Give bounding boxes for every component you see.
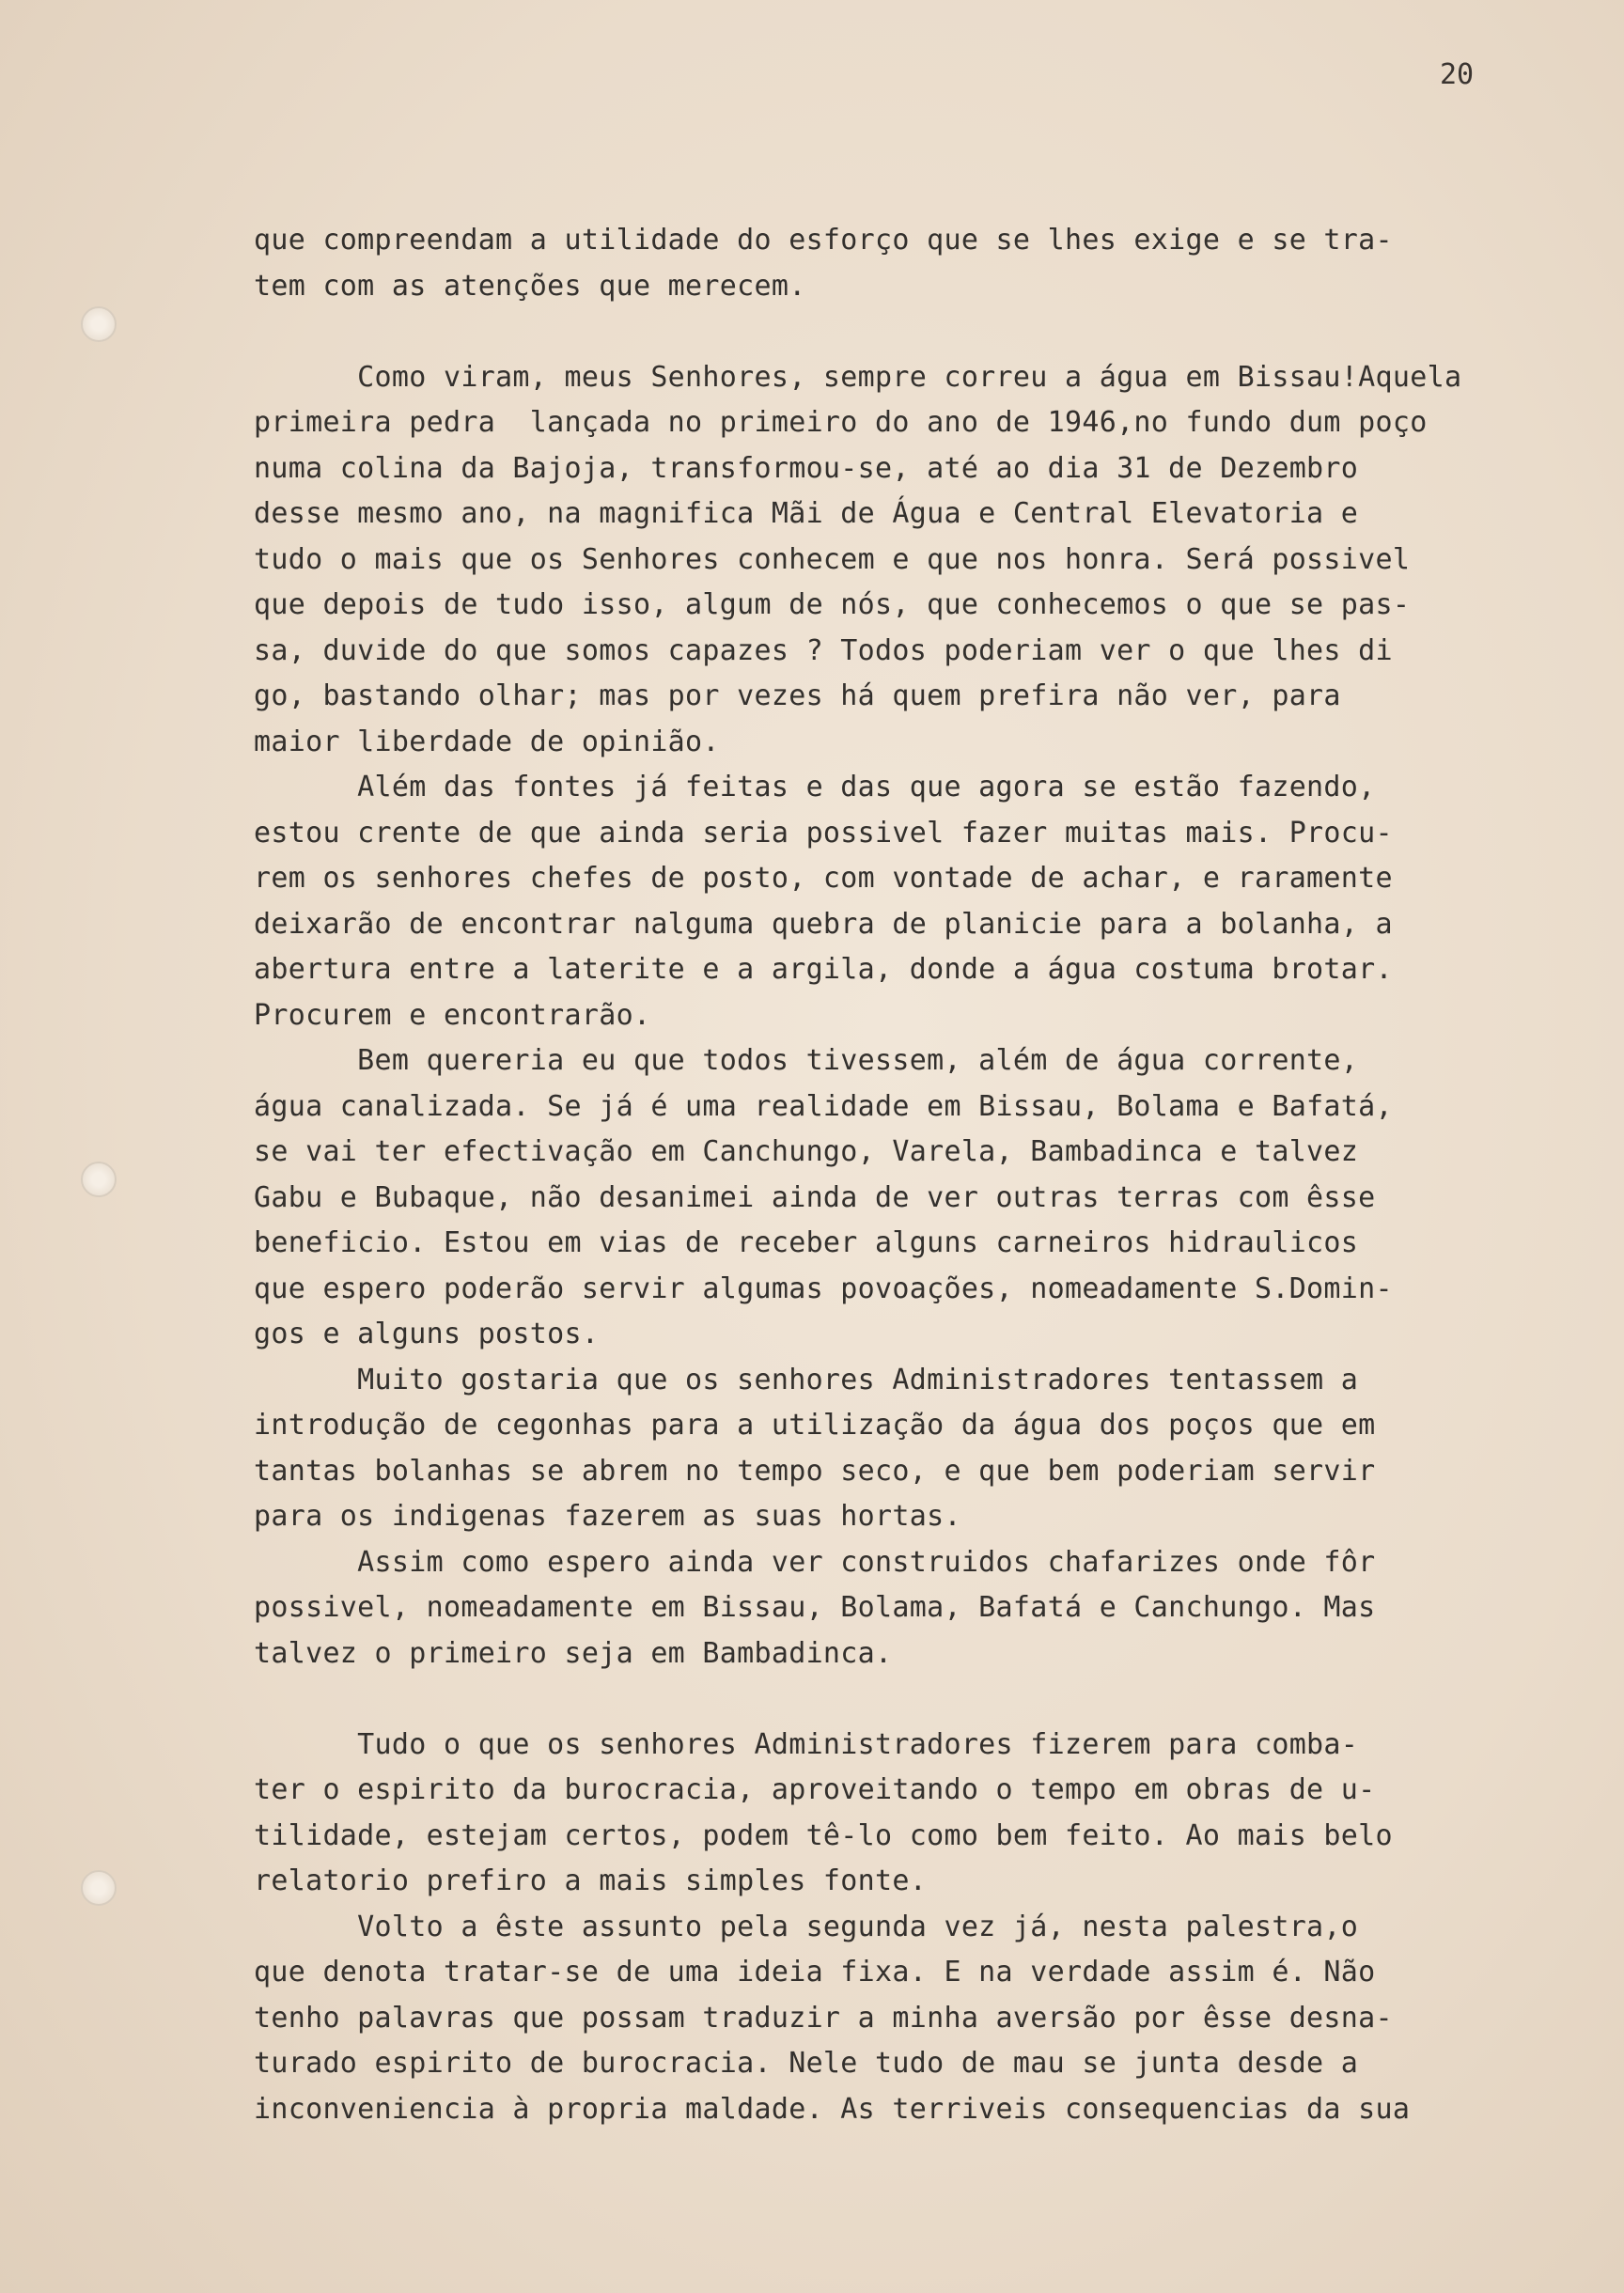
- punch-hole-icon: [81, 306, 117, 342]
- text-line: desse mesmo ano, na magnifica Mãi de Água e Central Elevatoria e: [254, 497, 1359, 530]
- text-line: Volto a êste assunto pela segunda vez já, nesta palestra,o: [254, 1910, 1359, 1943]
- text-line: Além das fontes já feitas e das que agora se estão fazendo,: [254, 771, 1376, 803]
- text-line: deixarão de encontrar nalguma quebra de planicie para a bolanha, a: [254, 907, 1393, 941]
- text-line: sa, duvide do que somos capazes ? Todos poderiam ver o que lhes di: [254, 633, 1393, 667]
- text-line: que denota tratar-se de uma ideia fixa. E na verdade assim é. Não: [254, 1956, 1376, 1989]
- text-line: talvez o primeiro seja em Bambadinca.: [254, 1636, 893, 1670]
- text-line: inconveniencia à propria maldade. As terriveis consequencias da sua: [254, 2092, 1411, 2126]
- text-line: abertura entre a laterite e a argila, donde a água costuma brotar.: [254, 953, 1393, 986]
- text-line: Como viram, meus Senhores, sempre correu a água em Bissau!Aquela: [254, 360, 1462, 394]
- text-line: primeira pedra lançada no primeiro do ano de 1946,no fundo dum poço: [254, 406, 1428, 439]
- text-line: go, bastando olhar; mas por vezes há quem prefira não ver, para: [254, 679, 1341, 712]
- text-line: que depois de tudo isso, algum de nós, que conhecemos o que se pas-: [254, 588, 1411, 621]
- text-line: maior liberdade de opinião.: [254, 725, 720, 758]
- paragraph-gap: [254, 1677, 1569, 1723]
- text-line: que espero poderão servir algumas povoações, nomeadamente S.Domin-: [254, 1271, 1393, 1305]
- text-line: que compreendam a utilidade do esforço que se lhes exige e se tra-: [254, 224, 1393, 257]
- text-line: Gabu e Bubaque, não desanimei ainda de ver outras terras com êsse: [254, 1180, 1376, 1214]
- text-line: ter o espirito da burocracia, aproveitando o tempo em obras de u-: [254, 1773, 1376, 1806]
- punch-hole-icon: [81, 1162, 117, 1197]
- text-line: relatorio prefiro a mais simples fonte.: [254, 1864, 928, 1897]
- paragraph-gap: [254, 309, 1569, 355]
- text-line: para os indigenas fazerem as suas hortas.: [254, 1500, 961, 1533]
- text-line: água canalizada. Se já é uma realidade em Bissau, Bolama e Bafatá,: [254, 1089, 1393, 1123]
- text-line: tem com as atenções que merecem.: [254, 269, 806, 303]
- text-line: se vai ter efectivação em Canchungo, Varela, Bambadinca e talvez: [254, 1135, 1359, 1168]
- text-line: Tudo o que os senhores Administradores fizerem para comba-: [254, 1727, 1359, 1761]
- text-line: Bem quereria eu que todos tivessem, além de água corrente,: [254, 1044, 1359, 1077]
- text-line: tantas bolanhas se abrem no tempo seco, e que bem poderiam servir: [254, 1454, 1376, 1488]
- text-line: Procurem e encontrarão.: [254, 998, 651, 1032]
- text-line: tilidade, estejam certos, podem tê-lo como bem feito. Ao mais belo: [254, 1818, 1393, 1852]
- text-line: estou crente de que ainda seria possivel fazer muitas mais. Procu-: [254, 816, 1393, 850]
- page-number: 20: [1440, 58, 1475, 91]
- text-line: tudo o mais que os Senhores conhecem e que nos honra. Será possivel: [254, 542, 1411, 576]
- text-line: introdução de cegonhas para a utilização da água dos poços que em: [254, 1409, 1376, 1442]
- text-line: Muito gostaria que os senhores Administradores tentassem a: [254, 1363, 1359, 1396]
- body-text: [254, 218, 1569, 2132]
- text-line: numa colina da Bajoja, transformou-se, até ao dia 31 de Dezembro: [254, 451, 1359, 485]
- text-line: possivel, nomeadamente em Bissau, Bolama, Bafatá e Canchungo. Mas: [254, 1591, 1376, 1624]
- text-line: rem os senhores chefes de posto, com vontade de achar, e raramente: [254, 862, 1393, 895]
- text-line: turado espirito de burocracia. Nele tudo de mau se junta desde a: [254, 2047, 1359, 2080]
- text-line: Assim como espero ainda ver construidos chafarizes onde fôr: [254, 1545, 1376, 1579]
- text-line: gos e alguns postos.: [254, 1318, 600, 1350]
- text-line: tenho palavras que possam traduzir a minha aversão por êsse desna-: [254, 2001, 1393, 2035]
- punch-hole-icon: [81, 1870, 117, 1906]
- text-line: beneficio. Estou em vias de receber alguns carneiros hidraulicos: [254, 1226, 1359, 1259]
